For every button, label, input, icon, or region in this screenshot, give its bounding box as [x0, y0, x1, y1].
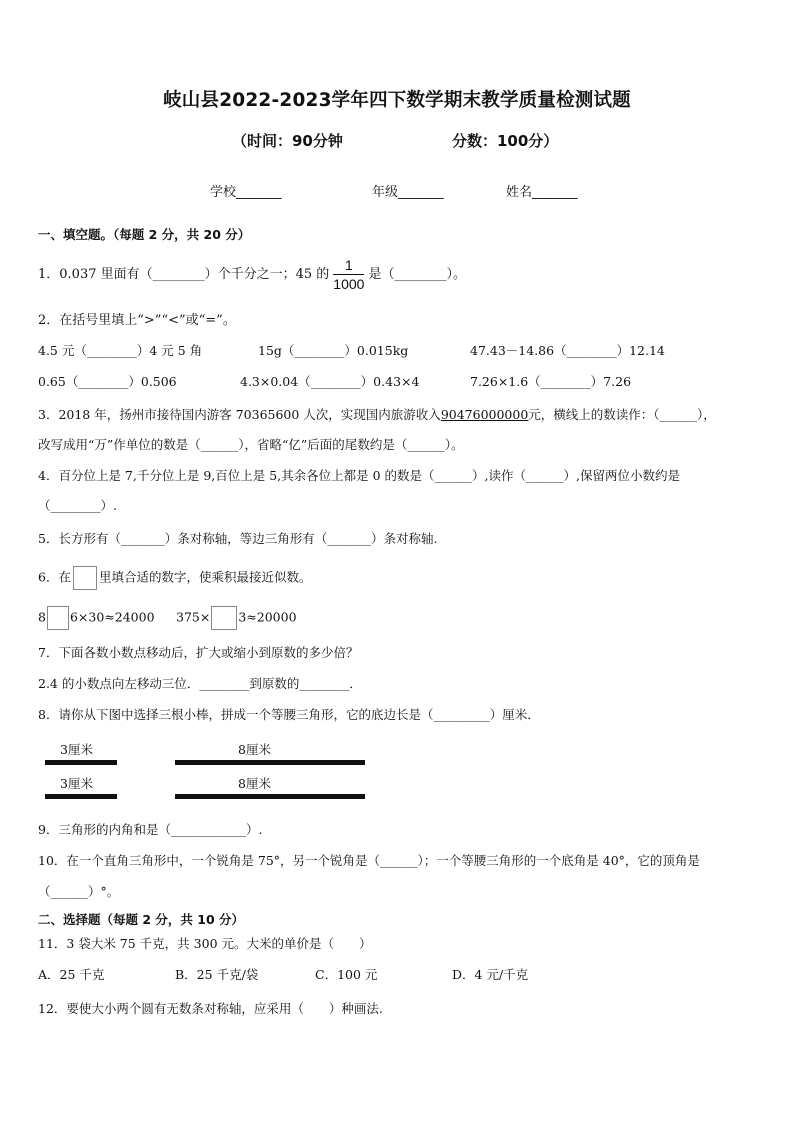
answer-box[interactable]: [211, 606, 237, 630]
answer-box[interactable]: [47, 606, 69, 630]
stick-label: 8厘米: [238, 776, 271, 791]
question-4-line-1: 4．百分位上是 7,千分位上是 9,百位上是 5,其余各位上都是 0 的数是（______）,读作（______）,保留两位小数约是: [38, 468, 681, 483]
stick-label: 3厘米: [60, 742, 93, 757]
question-10-line-2: （______）°。: [38, 884, 120, 899]
question-3-text-a: 3．2018 年，扬州市接待国内游客 70365600 人次，实现国内旅游收入: [38, 407, 441, 422]
choice-option-d[interactable]: D．4 元/千克: [452, 967, 529, 982]
question-11: 11．3 袋大米 75 千克，共 300 元。大米的单价是（ ）: [38, 936, 372, 951]
exam-time: （时间：90分钟: [232, 132, 343, 150]
expression-part: 6×30≈24000: [69, 609, 155, 625]
question-7-sub: 2.4 的小数点向左移动三位．________到原数的________．: [38, 676, 362, 691]
question-3-line-2: 改写成用“万”作单位的数是（______），省略“亿”后面的尾数约是（______）。: [38, 437, 464, 452]
question-12: 12．要使大小两个圆有无数条对称轴，应采用（ ）种画法.: [38, 1001, 383, 1016]
question-10-line-1: 10．在一个直角三角形中，一个锐角是 75°，另一个锐角是（______）；一个等腰三角形的一个底角是 40°，它的顶角是: [38, 853, 700, 868]
school-field: 学校_______: [210, 185, 282, 200]
question-2-item: 4.5 元（________）4 元 5 角: [38, 343, 203, 358]
section-heading-choice: 二、选择题（每题 2 分，共 10 分）: [38, 912, 245, 927]
question-7: 7．下面各数小数点移动后，扩大或缩小到原数的多少倍？: [38, 645, 359, 660]
question-8: 8．请你从下图中选择三根小棒，拼成一个等腰三角形，它的底边长是（_________）厘米．: [38, 707, 540, 722]
question-4-line-2: （________）.: [38, 498, 117, 513]
question-2: 2．在括号里填上“>”“<”或“=”。: [38, 313, 236, 328]
question-6-expression-2: [176, 606, 297, 630]
question-3-text-b: 元，横线上的数读作：（______），: [528, 407, 716, 422]
question-1-text-b: 是（________）。: [368, 267, 466, 282]
fraction: [333, 256, 364, 293]
stick-8cm: [175, 794, 365, 799]
question-6-text-a: 6．在: [38, 569, 71, 585]
stick-8cm: [175, 760, 365, 765]
section-heading-fill-blank: 一、填空题。（每题 2 分，共 20 分）: [38, 227, 251, 242]
fraction-denominator: 1000: [333, 276, 365, 292]
stick-label: 8厘米: [238, 742, 271, 757]
choice-option-c[interactable]: C．100 元: [315, 967, 378, 982]
expression-part: 375×: [176, 609, 211, 625]
stick-3cm: [45, 760, 117, 765]
question-6-expression-1: [38, 606, 155, 630]
question-6: [38, 566, 311, 590]
grade-field: 年级_______: [372, 185, 444, 200]
stick-3cm: [45, 794, 117, 799]
question-2-item: 0.65（________）0.506: [38, 374, 177, 389]
expression-part: 8: [38, 609, 46, 625]
question-9: 9．三角形的内角和是（____________）.: [38, 822, 263, 837]
exam-score: 分数：100分）: [452, 132, 559, 150]
question-2-item: 4.3×0.04（________）0.43×4: [240, 374, 420, 389]
question-3-line-1: [38, 407, 716, 423]
stick-label: 3厘米: [60, 776, 93, 791]
question-5: 5．长方形有（_______）条对称轴，等边三角形有（_______）条对称轴.: [38, 531, 438, 546]
question-1-text-a: 1．0.037 里面有（________）个千分之一；45 的: [38, 267, 330, 282]
question-1: [38, 256, 466, 293]
name-field: 姓名_______: [506, 185, 578, 200]
question-2-item: 15g（________）0.015kg: [258, 343, 409, 358]
choice-option-a[interactable]: A．25 千克: [38, 967, 105, 982]
underlined-number: 90476000000: [440, 407, 529, 422]
expression-part: 3≈20000: [238, 609, 297, 625]
choice-option-b[interactable]: B．25 千克/袋: [175, 967, 259, 982]
answer-box[interactable]: [73, 566, 97, 590]
fraction-numerator: 1: [333, 256, 364, 275]
question-2-item: 47.43－14.86（________）12.14: [470, 343, 665, 358]
question-6-text-b: 里填合适的数字，使乘积最接近似数。: [98, 569, 312, 585]
question-2-item: 7.26×1.6（________）7.26: [470, 374, 632, 389]
page-title: 岐山县2022-2023学年四下数学期末教学质量检测试题: [163, 90, 631, 111]
